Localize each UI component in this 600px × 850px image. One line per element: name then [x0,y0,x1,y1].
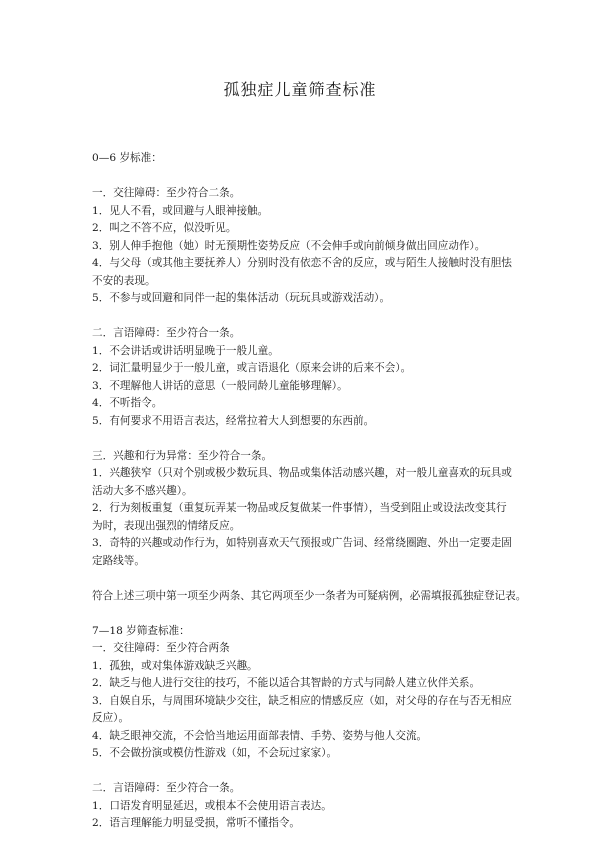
list-item: 1．兴趣狭窄（只对个别或极少数玩具、物品或集体活动感兴趣，对一般儿童喜欢的玩具或活动大多不感兴趣）。 [92,467,512,497]
group-heading: 一．交往障碍：至少符合两条 [92,642,230,654]
screening-note: 符合上述三项中第一项至少两条、其它两项至少一条者为可疑病例，必需填报孤独症登记表。 [92,589,527,602]
list-item: 2．叫之不答不应，似没听见。 [92,222,237,234]
group-heading: 二．言语障碍：至少符合一条。 [92,782,241,794]
group-heading: 二．言语障碍：至少符合一条。 [92,327,241,339]
section-heading-0-6: 0—6 岁标准： [92,152,162,164]
page-title: 孤独症儿童筛查标准 [223,80,377,99]
list-item: 3．不理解他人讲话的意思（一般同龄儿童能够理解）。 [92,379,348,392]
list-item: 5．不参与或回避和同伴一起的集体活动（玩玩具或游戏活动）。 [92,292,391,304]
list-item: 2．语言理解能力明显受损，常听不懂指令。 [92,817,301,829]
list-item: 4．与父母（或其他主要抚养人）分别时没有依恋不舍的反应，或与陌生人接触时没有胆怯不安的表现。 [92,257,512,287]
list-item: 4．不听指令。 [92,397,163,409]
list-item: 1．孤独，或对集体游戏缺乏兴趣。 [92,659,258,672]
section-heading-7-18: 7—18 岁筛查标准： [92,624,190,637]
group-heading: 一．交往障碍：至少符合二条。 [92,187,241,199]
document-body [92,150,527,833]
list-item: 1．见人不看，或回避与人眼神接触。 [92,204,269,217]
list-item: 3．奇特的兴趣或动作行为，如特别喜欢天气预报或广告词、经常绕圈跑、外出一定要走固定路线等。 [92,537,512,567]
list-item: 1．不会讲话或讲话明显晚于一般儿童。 [92,344,279,357]
list-item: 4．缺乏眼神交流，不会恰当地运用面部表情、手势、姿势与他人交流。 [92,729,428,742]
list-item: 3．别人伸手抱他（她）时无预期性姿势反应（不会伸手或向前倾身做出回应动作）。 [92,239,486,252]
list-item: 2．词汇量明显少于一般儿童，或言语退化（原来会讲的后来不会）。 [92,362,412,374]
list-item: 2．缺乏与他人进行交往的技巧，不能以适合其智龄的方式与同龄人建立伙伴关系。 [92,677,481,689]
list-item: 3．自娱自乐，与周围环境缺少交往，缺乏相应的情感反应（如，对父母的存在与否无相应反应）。 [92,694,512,724]
list-item: 1．口语发育明显延迟，或根本不会使用语言表达。 [92,799,332,812]
list-item: 5．不会做扮演或模仿性游戏（如，不会玩过家家）。 [92,747,338,759]
group-heading: 三．兴趣和行为异常：至少符合一条。 [92,449,273,462]
list-item: 5．有何要求不用语言表达，经常拉着大人到想要的东西前。 [92,414,375,427]
list-item: 2．行为刻板重复（重复玩弄某一物品或反复做某一件事情），当受到阻止或设法改变其行为时，表现出强烈的情绪反应。 [92,502,507,532]
